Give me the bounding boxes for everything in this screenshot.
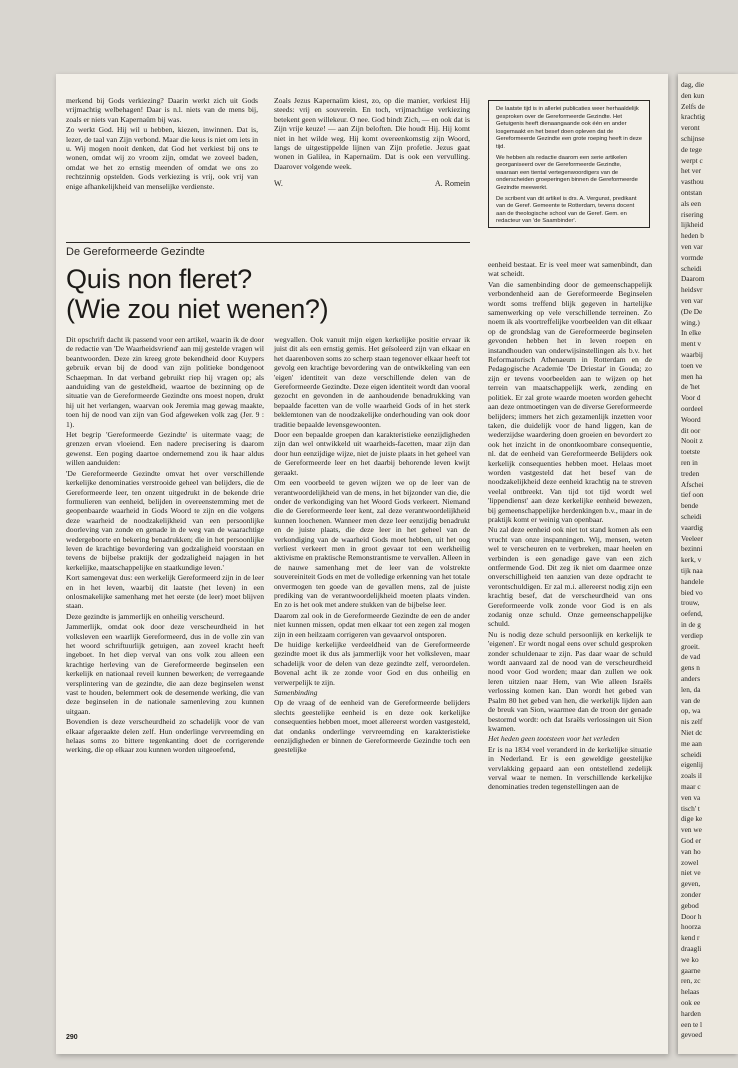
adjacent-page-line: waarbij bbox=[681, 350, 703, 359]
adjacent-page-line: harden bbox=[681, 1008, 701, 1018]
adjacent-page-line: kend r bbox=[681, 933, 700, 943]
adjacent-page-line: tisch' t bbox=[681, 803, 700, 813]
paragraph: merkend bij Gods verkiezing? Daarin werkt zich uit Gods vrijmachtig welbehagen! Daar is n.l. niets van de mens bij, zoals er niets van Kapernaüm bij was. bbox=[66, 96, 258, 124]
paragraph: Door een bepaalde groepen dan karakteristieke eenzijdigheden zijn dan wel ontwikkeld uit waarheids-facetten, maar zijn dan door hun eenzijdige wijze, niet de juiste plaats in het geheel van de Gereformeerde leer en het daarbij behorende leven kwijt geraakt. bbox=[274, 430, 470, 477]
paragraph: Nu zal deze eenheid ook niet tot stand komen als een vrucht van onze inspanningen. Wij, mensen, weten wel te verscheuren en te verbreken, maar heelen en verbinden is een genadige gave van een zich ontfermende God. Dit zeg ik niet om daarmee onze onverschilligheid ten aanzien van deze opdracht te verontschuldigen. Er zal m.i. allereerst nodig zijn een krachtig besef, dat de verscheurdheid van ons Gereformeerde volk zonde voor God is en als zodanig onze schuld. Onze gemeenschappelijke schuld. bbox=[488, 525, 652, 629]
section-subheading: Het heden geen tootsteen voor het verleden bbox=[488, 734, 620, 744]
paragraph: Er is na 1834 veel veranderd in de kerkelijke situatie in Nederland. Er is een geweldige geestelijke vervlakking gepaard aan een ontstellend zedelijk verval waar te nemen. In verschillende kerkelijke denominaties treden tegenstellingen aan de bbox=[488, 744, 652, 792]
adjacent-page-line: krachtig bbox=[681, 112, 705, 122]
article-column-1 bbox=[66, 335, 264, 756]
adjacent-page-line: de 'het bbox=[681, 382, 700, 392]
adjacent-page-line: dag, die bbox=[681, 80, 705, 89]
previous-article-column-2 bbox=[274, 96, 470, 189]
adjacent-page-line: draagli bbox=[681, 944, 702, 953]
adjacent-page-line: Daarom bbox=[681, 274, 705, 284]
adjacent-page-line: dit oor bbox=[681, 425, 701, 435]
adjacent-page-line: Veeleer bbox=[681, 533, 703, 543]
paragraph: Dit opschrift dacht ik passend voor een artikel, waarin ik de door de redactie van 'De Waarheidsvriend' aan mij gestelde vragen wil beantwoorden. Deze zin kreeg grote bekendheid door Kuypers gebruik ervan bij de dood van zijn politieke bondgenoot Schaepman. In dat verband gebruikt riep hij vragen op; als aanduiding van de gesteldheid, waartoe de bezinning op de situatie van de Gereformeerde Gezindte ons moest nopen, drukt hij uit het verlangen, waarvan ook Jeremia mag gewag maakte, toen hij de nood van zijn van God afgeweken volk zag (Jer. 9 : 1). bbox=[66, 335, 264, 429]
adjacent-page-line: bied vo bbox=[681, 587, 703, 597]
paragraph: Van die samenbinding door de gemeenschappelijk verbondenheid aan de Gereformeerde Beginselen wordt soms treffend blijk gegeven in hartelijke samenwerking op vele verschillende terreinen. Zo noem ik als voortreffelijke voorbeelden van dit elkaar op de grondslag van de Gereformeerde beginselen gevonden hebben het in leven roepen en instandhouden van onderwijsinstellingen als b.v. het Reformatorisch Athenaeum in Rotterdam en de Pedagogische Academie 'De Driestar' in Gouda; zo zijn er tevens voorbeelden aan te wijzen op het terrein van maatschappelijk werk, zending en politiek. Er zal grote waarde moeten worden gehecht aan deze ontmoetingen van de diverse Gereformeerde belijders; immers het zich gezamenlijk inzetten voor taken, die duidelijk voor de hand liggen, kan de wederzijdse waardering doen groeien en bevordert zo ook het inzicht in de onontkoombare consequentie, nl. dat de eenheid van Gereformeerde Belijders ook kerkelijk consequenties hebben moet. Helaas moet worden vastgesteld dat het besef van de noodzakelijkheid deze eenheid krachtig na te streven veelal ontbreekt. Van tijd tot tijd wordt wel 'lippendienst' aan deze kerkelijke eenheid bewezen, bij gemeenschappelijke herdenkingen b.v., maar in de praktijk komt er weinig van openbaar. bbox=[488, 279, 652, 524]
adjacent-page-line: werpt c bbox=[681, 155, 703, 165]
adjacent-page-line: treden bbox=[681, 468, 700, 478]
adjacent-page-line: trouw, bbox=[681, 598, 700, 608]
adjacent-page-line: hoorza bbox=[681, 922, 701, 932]
adjacent-page-line: toetste bbox=[681, 447, 701, 457]
adjacent-page-line: heidsvr bbox=[681, 285, 703, 295]
adjacent-page-line: gens n bbox=[681, 663, 700, 673]
adjacent-page-line: ven var bbox=[681, 242, 703, 251]
adjacent-page-line: op, wa bbox=[681, 706, 701, 716]
adjacent-page-line: gaarne bbox=[681, 965, 701, 975]
adjacent-page-line: scheidi bbox=[681, 512, 702, 521]
adjacent-page-line: tijk naa bbox=[681, 566, 703, 575]
previous-article-column-1 bbox=[66, 96, 258, 192]
paragraph: Het begrip 'Gereformeerde Gezindte' is uitermate vaag; de grenzen ervan vloeiend. Een nadere precisering is daarom gewenst. Een poging daartoe ondernemend zou ik haar aldus willen aanduiden: bbox=[66, 430, 264, 468]
adjacent-page-line: ren, zc bbox=[681, 976, 701, 986]
adjacent-page-line: handele bbox=[681, 576, 704, 586]
adjacent-page-line: de vad bbox=[681, 652, 701, 662]
adjacent-page-line: een te l bbox=[681, 1019, 703, 1029]
editorial-note-box bbox=[488, 100, 650, 228]
adjacent-page-line: risering bbox=[681, 209, 704, 219]
signature-initial: W. bbox=[274, 179, 283, 189]
adjacent-page-line: Zelfs de bbox=[681, 101, 705, 111]
adjacent-page-line: anders bbox=[681, 674, 701, 683]
article-column-3 bbox=[488, 260, 652, 793]
adjacent-page-line: maar c bbox=[681, 782, 701, 791]
adjacent-page-line: bende bbox=[681, 501, 699, 511]
adjacent-page-line: geven, bbox=[681, 879, 701, 889]
author-signature: A. Romein bbox=[434, 179, 470, 189]
paragraph: Zo werkt God. Hij wil u hebben, kiezen, inwinnen. Dat is, lezer, de taal van Zijn verbond. Maar die keus is niet om iets in u. Wij mogen nooit denken, dat God het verkiest bij ons te wonen, omdat wij zo vroom zijn, omdat we zoveel baden, omdat we het zo ernstig meenden of omdat we ons zo rechtzinnig opstelden. Gods verkiezing is vrij, ook vrij van enige afhankelijkheid van menselijke verdienste. bbox=[66, 125, 258, 191]
section-subheading: Samenbinding bbox=[274, 688, 318, 698]
adjacent-page-line: len, da bbox=[681, 684, 701, 694]
adjacent-page-line: bezinni bbox=[681, 544, 703, 554]
note-paragraph: De scribent van dit artikel is drs. A. Vergunst, predikant van de Geref. Gemeente te Rotterdam, tevens docent aan de theologische school van de Geref. Gem. en redacteur van 'de Saambinder'. bbox=[496, 195, 637, 225]
paragraph: Jammerlijk, omdat ook door deze verscheurdheid in het volksleven een waarlijk Gereformeerd, dus in de volle zin van het woord schriftuurlijk getuigen, aan zoveel kracht heeft ingeboet. In het diep verval van ons volk zou alleen een krachtige herleving van de Gereformeerde beginselen een kerkelijk en nationaal reveil kunnen bewerken; de verregaande versplintering van de gezindte, die aan deze beginselen wenst vast te houden, belemmert ook de desemende werking, die van deze beginselen in de nationale samenleving zou kunnen uitgaan. bbox=[66, 622, 264, 716]
adjacent-page-line: we ko bbox=[681, 954, 699, 964]
adjacent-page-line: zowel bbox=[681, 857, 699, 867]
adjacent-page-line: als een bbox=[681, 198, 702, 208]
adjacent-page-line: ven var bbox=[681, 296, 703, 305]
adjacent-page-line: gevoed bbox=[681, 1030, 703, 1040]
paragraph: eenheid bestaat. Er is veel meer wat samenbindt, dan wat scheidt. bbox=[488, 260, 652, 279]
paragraph: Nu is nodig deze schuld persoonlijk en kerkelijk te 'eigenen'. Er wordt nogal eens over schuld gesproken zonder schuldenaar te zijn. Pas daar waar de schuld wordt aanvaard zal de nood van de verscheurdheid nood voor God worden; maar dan zullen we ook leren uitzien naar Hem, van Wie alleen Israëls verlossing komen kan. Dan wordt het gebed van Psalm 80 het gebed van hen, die werkelijk lijden aan de breuk van Sion, waarmee dan de troon der genade bestormd wordt: och dat Israëls verlossingen uit Sion kwamen. bbox=[488, 629, 652, 733]
adjacent-page-line: den kun bbox=[681, 90, 705, 100]
paragraph: Bovendien is deze verscheurdheid zo schadelijk voor de van elkaar afgeraakte delen zelf. Hun onderlinge vervreemding en helaas soms zo bittere tegenkanting doet de corrigerende werking, die op elkaar zou kunnen worden uitgeoefend, bbox=[66, 717, 264, 755]
adjacent-page-line: toen ve bbox=[681, 360, 703, 370]
adjacent-page-line: Door h bbox=[681, 911, 702, 921]
adjacent-page-line: van de bbox=[681, 695, 701, 705]
adjacent-page-line: eigenlij bbox=[681, 760, 703, 770]
adjacent-page-line: kerk, v bbox=[681, 555, 702, 565]
adjacent-page-line: Woord bbox=[681, 414, 701, 424]
adjacent-page-line: schijnse bbox=[681, 134, 705, 143]
adjacent-page-line: ment v bbox=[681, 339, 702, 349]
adjacent-page-line: me aan bbox=[681, 738, 702, 748]
adjacent-page-line: niet ve bbox=[681, 868, 701, 878]
paragraph: Kort samengevat dus: een werkelijk Gereformeerd zijn in de leer en in het leven, waarbij dit laatste (het leven) in een onlosmakelijke samenhang met het eerste (de leer) moet blijven staan. bbox=[66, 573, 264, 611]
adjacent-page-line: het ver bbox=[681, 166, 702, 176]
adjacent-page-line: men ha bbox=[681, 371, 703, 381]
paragraph: De huidige kerkelijke verdeeldheid van de Gereformeerde gezindte moet ik dus als jammerlijk voor het volksleven, maar schadelijk voor de delen van deze gezindte zelf, veroordelen. Bovenal acht ik ze zonde voor God en dus onheilig en verwerpelijk te zijn. bbox=[274, 640, 470, 687]
adjacent-page-line: ven va bbox=[681, 792, 701, 802]
adjacent-page-line: vasthou bbox=[681, 177, 704, 187]
adjacent-page-line: tief oon bbox=[681, 490, 704, 500]
adjacent-page-line: wing.) bbox=[681, 317, 700, 327]
note-paragraph: De laatste tijd is in allerlei publicaties weer herhaaldelijk gesproken over de Gereformeerde Gezindte. Het Getuigenis heeft dienaangaande ook één en ander losgemaakt en het besef doen opleven dat de Gereformeerde Gezindte een grote roeping heeft in deze tijd. bbox=[496, 106, 642, 150]
adjacent-page-line: lijkheid bbox=[681, 220, 704, 230]
adjacent-page-line: scheidi bbox=[681, 749, 702, 759]
headline-line-2: (Wie zou niet wenen?) bbox=[66, 294, 329, 324]
signature-line bbox=[274, 179, 470, 188]
adjacent-page-line: ren in bbox=[681, 458, 698, 467]
adjacent-page-line: ontstan bbox=[681, 188, 703, 197]
article-column-2 bbox=[274, 335, 470, 756]
adjacent-page-line: Nooit z bbox=[681, 436, 703, 446]
adjacent-page-line: oefend, bbox=[681, 609, 703, 619]
paragraph: Om een voorbeeld te geven wijzen we op de leer van de verantwoordelijkheid van de mens, in het bijzonder van die, die onder de verkondiging van het Woord Gods verkeert. Niemand die de Gereformeerde leer kent, zal deze verantwoordelijkheid kunnen loochenen. Wanneer men deze leer eenzijdig benadrukt en de juiste plaats, die deze leer in het geheel van de verkondiging van de waarheid Gods moet hebben, uit het oog verliest verkeert men in groot gevaar tot een werkheilig aktivisme en praktische Remonstrantisme te vervallen. Alleen in de nauwe samenhang met de leer van de volstrekte souvereiniteit Gods en met de volledige erkenning van het totale onvermogen ten goede van de gevallen mens, zal de juiste prediking van de verantwoordelijkheid moeten plaats vinden. En zo is het ook met andere stukken van de bijbelse leer. bbox=[274, 478, 470, 610]
adjacent-page-line: Niet dc bbox=[681, 728, 703, 737]
adjacent-page-line: veront bbox=[681, 123, 700, 133]
paragraph: 'De Gereformeerde Gezindte omvat het over verschillende kerkelijke denominaties verstrooide geheel van belijders, die de Gereformeerde leer, ten onzent uitgedrukt in de bekende drie formulieren van eenheid, belijden in overeenstemming met de geopenbaarde waarheid in Gods Woord te zijn en die volgens deze waarheid de noodzakelijkheid van een persoonlijke doorleving van zonde en genade in de weg van de waarachtige wedergeboorte en bekering benadrukken; die in het persoonlijke leven de krachtige bevordering van godzaligheid voorstaan en tevens de bijbelse praktijk der godzaligheid najagen in het kerkelijke, maatschappelijke en staatkundige leven.' bbox=[66, 468, 264, 572]
article-headline bbox=[66, 264, 470, 324]
series-rubric: De Gereformeerde Gezindte bbox=[66, 246, 205, 258]
paragraph: Deze gezindte is jammerlijk en onheilig verscheurd. bbox=[66, 611, 225, 621]
adjacent-page-line: in de g bbox=[681, 620, 701, 629]
magazine-page bbox=[56, 74, 668, 1054]
page-number: 290 bbox=[66, 1034, 78, 1041]
adjacent-page-line: Afschei bbox=[681, 479, 704, 489]
adjacent-page-line: zoals il bbox=[681, 771, 702, 781]
adjacent-page-line: Voor d bbox=[681, 393, 701, 403]
adjacent-page-line: gebod bbox=[681, 900, 699, 910]
section-divider bbox=[66, 242, 470, 243]
adjacent-page-line: groeit. bbox=[681, 641, 700, 651]
paragraph: Zoals Jezus Kapernaüm kiest, zo, op die manier, verkiest Hij steeds: vrij en souverein. En toch, vrijmachtige verkiezing betekent geen willekeur. O nee. God bindt Zich, — en ook dat is Zijn vrije keuze! — aan Zijn beloften. Die houdt Hij. Hij komt niet in het wilde weg. Hij komt overeenkomstig zijn Woord, langs de uitgestippelde lijnen van Zijn profetie. Jezus gaat wonen in Galilea, in Kapernaüm. Dat is ook een vervulling. Daarover volgende week. bbox=[274, 96, 470, 171]
paragraph: wegvallen. Ook vanuit mijn eigen kerkelijke positie ervaar ik juist dit als een ernstig gemis. Het geïsoleerd zijn van elkaar en het daarenboven soms zo scherp staan tegenover elkaar heeft tot gevolg een krachtige bevordering van de ontwikkeling van een 'eigen' identiteit van deze verschillende delen van de Gereformeerde Gezindte. Deze eigen identiteit wordt dan vooral gezocht en gevonden in de aanhoudende benadrukking van bepaalde facetten van de volle waarheid Gods of in het sterk beklemtonen van de noodzakelijke onderhouding van ook door traditie bepaalde levensgewoonten. bbox=[274, 335, 470, 429]
adjacent-page-line: oordeel bbox=[681, 404, 703, 413]
adjacent-page-edge bbox=[678, 74, 738, 1054]
paragraph: Op de vraag of de eenheid van de Gereformeerde belijders slechts geestelijke eenheid is en deze ook kerkelijke consequenties hebben moet, moet allereerst worden vastgesteld, dat ondanks onderlinge vervreemding en karakteristieke eenzijdigheden er binnen de Gereformeerde Gezindte toch een geestelijke bbox=[274, 698, 470, 755]
adjacent-page-line: God er bbox=[681, 836, 702, 845]
headline-line-1: Quis non fleret? bbox=[66, 264, 252, 294]
paragraph: Daarom zal ook in de Gereformeerde Gezindte de een de ander niet kunnen missen, opdat men elkaar tot een zegen zal mogen zijn in een heilzaam corrigeren van gevaarvol ontsporen. bbox=[274, 610, 470, 639]
adjacent-page-line: zonder bbox=[681, 890, 701, 899]
adjacent-page-line: vormde bbox=[681, 252, 704, 262]
adjacent-page-line: scheidi bbox=[681, 263, 702, 273]
note-paragraph: We hebben als redactie daarom een serie artikelen georganiseerd over de Gereformeerde Gezindte, waaraan een tiental vertegenwoordigers van de onderscheiden groeperingen binnen de Gereformeerde Gezindte meewerkt. bbox=[496, 154, 638, 191]
adjacent-page-line: van ho bbox=[681, 846, 701, 856]
adjacent-page-line: verdiep bbox=[681, 630, 703, 640]
adjacent-page-line: In elke bbox=[681, 328, 702, 338]
adjacent-page-line: ven we bbox=[681, 825, 702, 835]
adjacent-page-line: de tege bbox=[681, 144, 702, 154]
adjacent-page-line: vaardig bbox=[681, 522, 703, 532]
adjacent-page-line: ook ee bbox=[681, 998, 701, 1007]
adjacent-page-line: nis zelf bbox=[681, 717, 703, 727]
adjacent-page-line: helaas bbox=[681, 987, 700, 997]
adjacent-page-line: heden b bbox=[681, 231, 704, 241]
adjacent-page-line: dige ke bbox=[681, 814, 703, 824]
adjacent-page-line: (De De bbox=[681, 306, 703, 316]
